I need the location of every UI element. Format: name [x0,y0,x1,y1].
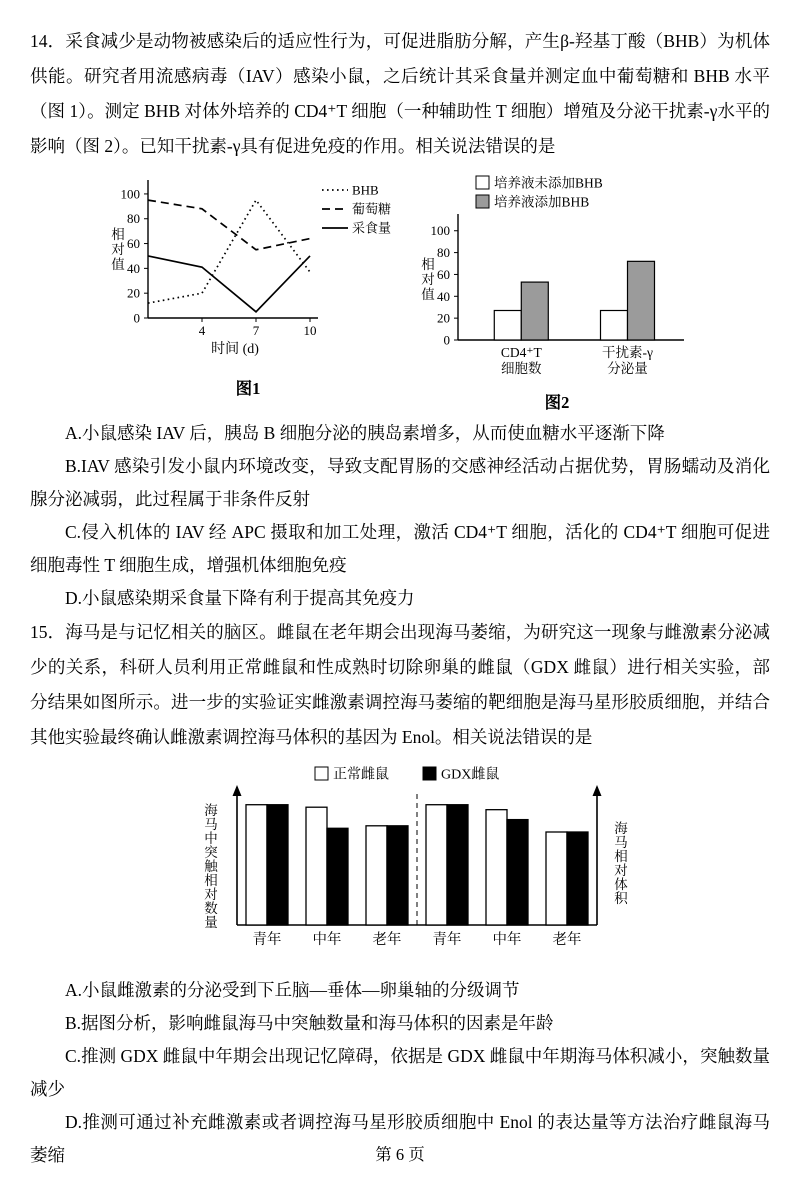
svg-text:量: 量 [204,915,218,930]
svg-text:时间 (d): 时间 (d) [211,342,259,357]
svg-text:相: 相 [111,227,125,242]
svg-text:100: 100 [120,186,140,202]
hippocampus-bar-chart [165,763,635,963]
svg-text:中: 中 [204,831,218,846]
svg-text:分泌量: 分泌量 [607,361,648,376]
question-14-figures [30,170,770,413]
svg-text:对: 对 [421,272,435,287]
figure-2-bar-chart [412,170,702,382]
svg-text:细胞数: 细胞数 [501,361,542,376]
question-15 [30,615,770,1172]
svg-text:马: 马 [614,835,628,850]
svg-text:青年: 青年 [252,932,282,948]
svg-text:体: 体 [614,877,628,892]
figure-2 [412,170,702,413]
question-15-stem: 15．海马是与记忆相关的脑区。雌鼠在老年期会出现海马萎缩，为研究这一现象与雌激素分泌减少的关系，科研人员利用正常雌鼠和性成熟时切除卵巢的雌鼠（GDX 雌鼠）进行相关实验，部分结果如图所示。进一步的实验证实雌激素调控海马萎缩的靶细胞是海马星形胶质细胞，并结合其他实验最终确认雌激素调控海马体积的基因为 Enol。相关说法错误的是 [30,622,770,747]
svg-text:值: 值 [421,287,435,302]
svg-text:60: 60 [437,266,450,282]
question-14-option-c: C.侵入机体的 IAV 经 APC 摄取和加工处理，激活 CD4⁺T 细胞，活化的 CD4⁺T 细胞可促进细胞毒性 T 细胞生成，增强机体细胞免疫 [30,522,770,575]
svg-text:4: 4 [198,323,206,338]
svg-text:数: 数 [204,901,218,916]
figure-1-caption: 图1 [235,379,261,398]
figure-1 [98,170,398,399]
svg-text:60: 60 [127,236,140,252]
svg-text:老年: 老年 [372,932,402,948]
svg-text:采食量: 采食量 [352,220,392,236]
svg-text:海: 海 [614,821,628,836]
svg-text:中年: 中年 [312,932,342,948]
svg-text:CD4⁺T: CD4⁺T [500,345,542,360]
svg-text:0: 0 [443,332,450,348]
question-14-option-a: A.小鼠感染 IAV 后，胰岛 B 细胞分泌的胰岛素增多，从而使血糖水平逐渐下降 [65,423,665,443]
svg-text:相: 相 [421,257,435,272]
svg-text:7: 7 [252,323,260,338]
figure-2-caption: 图2 [544,393,570,412]
svg-text:干扰素-γ: 干扰素-γ [602,345,653,360]
svg-text:海: 海 [204,803,218,818]
question-14-option-d: D.小鼠感染期采食量下降有利于提高其免疫力 [65,588,415,608]
svg-text:对: 对 [204,887,218,902]
svg-text:对: 对 [614,863,628,878]
svg-text:0: 0 [133,310,140,326]
svg-text:80: 80 [437,245,450,261]
question-15-option-a: A.小鼠雌激素的分泌受到下丘脑—垂体—卵巢轴的分级调节 [65,980,520,1000]
question-14-options [30,417,770,615]
svg-text:10: 10 [303,323,317,338]
svg-text:突: 突 [204,845,218,860]
svg-text:对: 对 [111,242,125,257]
question-14-stem: 14．采食减少是动物被感染后的适应性行为，可促进脂肪分解，产生β-羟基丁酸（BHB）为机体供能。研究者用流感病毒（IAV）感染小鼠，之后统计其采食量并测定血中葡萄糖和 BHB 水平（图 1）。测定 BHB 对体外培养的 CD4⁺T 细胞（一种辅助性 T 细胞）增殖及分泌干扰素-γ水平的影响（图 2）。已知干扰素-γ具有促进免疫的作用。相关说法错误的是 [30,31,770,156]
svg-text:20: 20 [437,310,450,326]
svg-text:触: 触 [204,859,218,874]
svg-text:相: 相 [204,873,218,888]
svg-text:40: 40 [127,260,140,276]
question-14-option-b: B.IAV 感染引发小鼠内环境改变，导致支配胃肠的交感神经活动占据优势，胃肠蠕动及消化腺分泌减弱，此过程属于非条件反射 [30,456,770,509]
svg-text:葡萄糖: 葡萄糖 [352,201,392,217]
svg-text:值: 值 [111,257,125,272]
svg-text:中年: 中年 [492,932,522,948]
svg-text:相: 相 [614,849,628,864]
figure-1-line-chart [98,170,398,368]
svg-text:BHB: BHB [352,182,379,198]
svg-text:100: 100 [430,223,450,239]
question-15-option-d: D.推测可通过补充雌激素或者调控海马星形胶质细胞中 Enol 的表达量等方法治疗雌鼠海马萎缩 [30,1112,770,1165]
svg-text:青年: 青年 [432,932,462,948]
svg-text:20: 20 [127,285,140,301]
svg-text:正常雌鼠: 正常雌鼠 [333,767,389,783]
question-14 [30,24,770,615]
svg-text:培养液未添加BHB: 培养液未添加BHB [494,175,603,191]
svg-text:80: 80 [127,211,140,227]
question-15-option-c: C.推测 GDX 雌鼠中年期会出现记忆障碍，依据是 GDX 雌鼠中年期海马体积减小，突触数量减少 [30,1046,770,1099]
svg-text:GDX雌鼠: GDX雌鼠 [441,767,500,783]
svg-text:培养液添加BHB: 培养液添加BHB [494,194,590,210]
svg-text:马: 马 [204,817,218,832]
page-footer [0,1141,800,1165]
page-number: 第 6 页 [375,1145,425,1164]
svg-text:积: 积 [614,891,628,906]
svg-text:40: 40 [437,288,450,304]
question-15-option-b: B.据图分析，影响雌鼠海马中突触数量和海马体积的因素是年龄 [65,1013,554,1033]
question-15-figure [30,763,770,968]
svg-text:老年: 老年 [552,932,582,948]
